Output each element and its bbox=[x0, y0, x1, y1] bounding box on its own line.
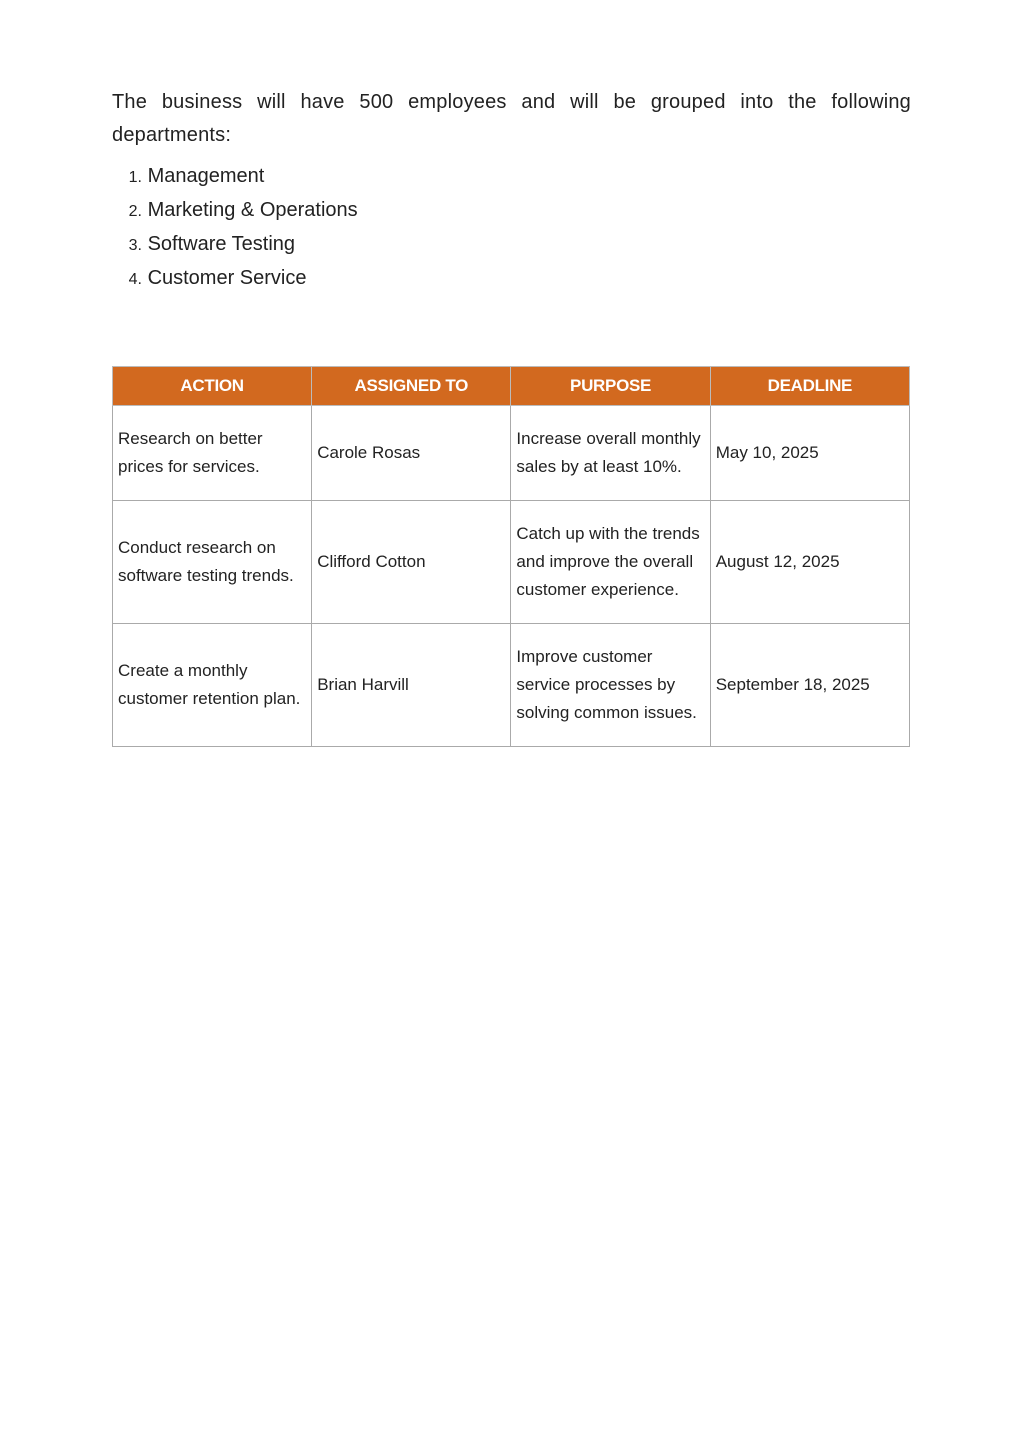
header-action: ACTION bbox=[113, 367, 312, 406]
table-row bbox=[113, 501, 910, 624]
cell-deadline: September 18, 2025 bbox=[710, 624, 909, 747]
table-row bbox=[113, 406, 910, 501]
cell-action: Create a monthly customer retention plan. bbox=[113, 624, 312, 747]
cell-deadline: May 10, 2025 bbox=[710, 406, 909, 501]
header-assigned-to: ASSIGNED TO bbox=[312, 367, 511, 406]
cell-action: Research on better prices for services. bbox=[113, 406, 312, 501]
list-item: 1. Management bbox=[128, 165, 265, 187]
list-item: 3. Software Testing bbox=[128, 233, 296, 255]
cell-assigned-to: Carole Rosas bbox=[312, 406, 511, 501]
cell-deadline: August 12, 2025 bbox=[710, 501, 909, 624]
action-table bbox=[112, 366, 910, 747]
cell-purpose: Increase overall monthly sales by at least 10%. bbox=[511, 406, 710, 501]
list-item: 2. Marketing & Operations bbox=[128, 199, 358, 221]
cell-purpose: Catch up with the trends and improve the overall customer experience. bbox=[511, 501, 710, 624]
intro-paragraph: The business will have 500 employees and will be grouped into the following departments: bbox=[112, 91, 911, 146]
departments-list bbox=[112, 160, 358, 296]
cell-action: Conduct research on software testing trends. bbox=[113, 501, 312, 624]
cell-purpose: Improve customer service processes by solving common issues. bbox=[511, 624, 710, 747]
list-item: 4. Customer Service bbox=[128, 267, 307, 289]
cell-assigned-to: Clifford Cotton bbox=[312, 501, 511, 624]
header-deadline: DEADLINE bbox=[710, 367, 909, 406]
table-header-row bbox=[113, 367, 910, 406]
header-purpose: PURPOSE bbox=[511, 367, 710, 406]
cell-assigned-to: Brian Harvill bbox=[312, 624, 511, 747]
table-row bbox=[113, 624, 910, 747]
